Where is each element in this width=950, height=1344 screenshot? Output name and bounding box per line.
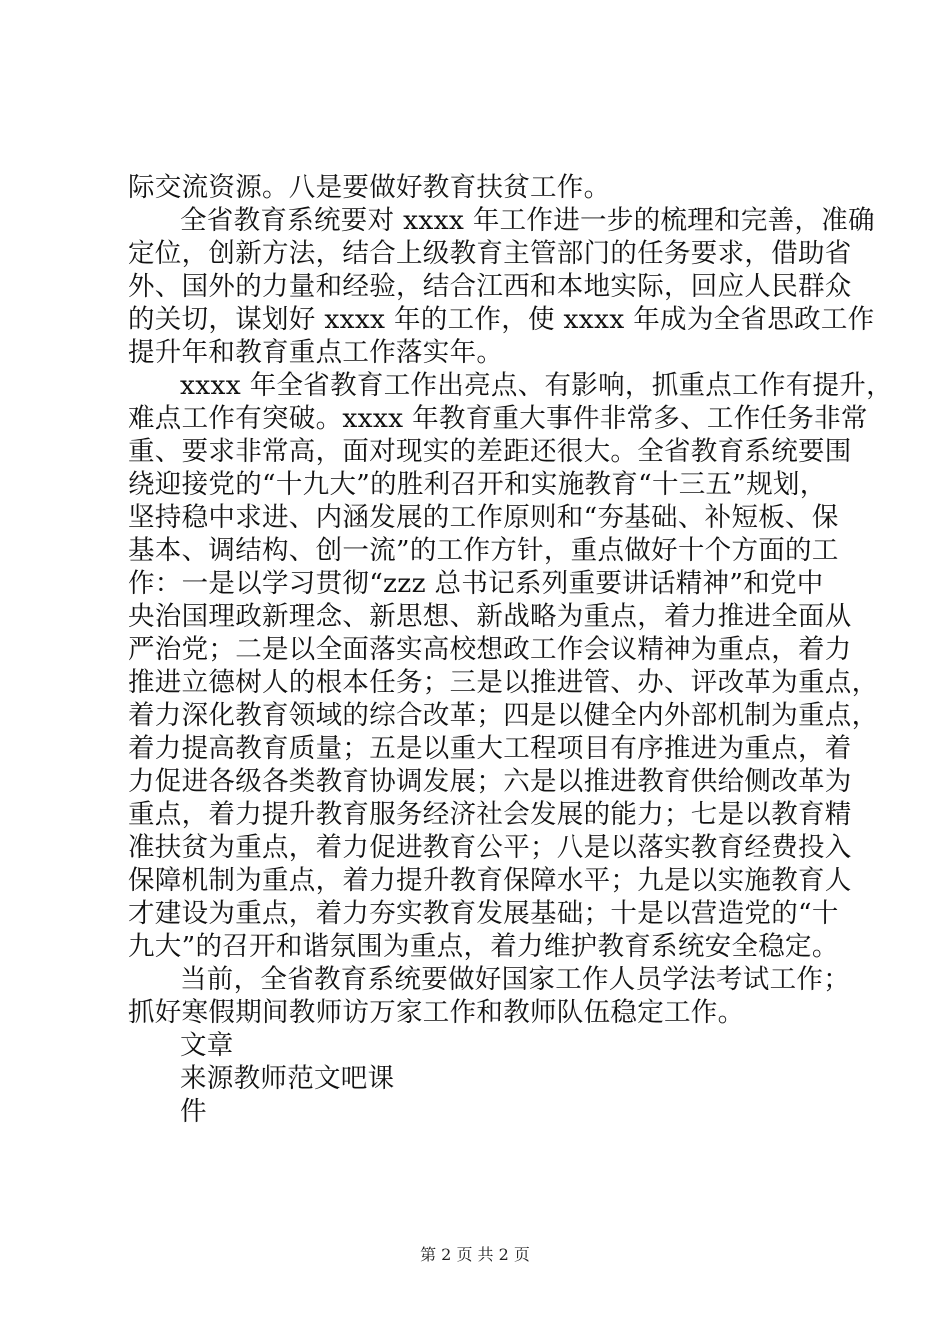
text-line: 才建设为重点，着力夯实教育发展基础；十是以营造党的“十 [128,898,839,929]
text-line: 推进立德树人的根本任务；三是以推进管、办、评改革为重点， [128,667,879,698]
document-body [128,171,893,1128]
text-line: 际交流资源。八是要做好教育扶贫工作。 [128,172,611,203]
text-line: 九大”的召开和谐氛围为重点，着力维护教育系统安全稳定。 [128,931,839,962]
text-line: 坚持稳中求进、内涵发展的工作原则和“夯基础、补短板、保 [128,502,839,533]
text-line: 提升年和教育重点工作落实年。 [128,337,504,368]
text-line: 保障机制为重点，着力提升教育保障水平；九是以实施教育人 [128,865,852,896]
text-line: 准扶贫为重点，着力促进教育公平；八是以落实教育经费投入 [128,832,852,863]
text-line: 重、要求非常高，面对现实的差距还很大。全省教育系统要围 [128,436,852,467]
text-line: 基本、调结构、创一流”的工作方针，重点做好十个方面的工 [128,535,839,566]
text-line: 严治党；二是以全面落实高校想政工作会议精神为重点，着力 [128,634,852,665]
text-line: 的关切，谋划好 xxxx 年的工作，使 xxxx 年成为全省思政工作 [128,304,875,335]
text-line: 外、国外的力量和经验，结合江西和本地实际，回应人民群众 [128,271,852,302]
text-line: 定位，创新方法，结合上级教育主管部门的任务要求，借助省 [128,238,852,269]
text-line: 抓好寒假期间教师访万家工作和教师队伍稳定工作。 [128,997,745,1028]
text-line: 文章 [180,1030,234,1061]
text-line: 央治国理政新理念、新思想、新战略为重点，着力推进全面从 [128,601,852,632]
text-line: 着力提高教育质量；五是以重大工程项目有序推进为重点，着 [128,733,852,764]
text-line: 来源教师范文吧课 [180,1063,395,1094]
text-line: 全省教育系统要对 xxxx 年工作进一步的梳理和完善，准确 [180,205,875,236]
text-line: 重点，着力提升教育服务经济社会发展的能力；七是以教育精 [128,799,852,830]
text-line: 难点工作有突破。xxxx 年教育重大事件非常多、工作任务非常 [128,403,868,434]
text-line: 作：一是以学习贯彻“zzz 总书记系列重要讲话精神”和党中 [128,568,824,599]
text-line: 当前，全省教育系统要做好国家工作人员学法考试工作； [180,964,850,995]
text-line: xxxx 年全省教育工作出亮点、有影响，抓重点工作有提升， [180,370,893,401]
text-line: 绕迎接党的“十九大”的胜利召开和实施教育“十三五”规划， [128,469,827,500]
page-footer: 第 2 页 共 2 页 [420,1245,530,1264]
text-line: 着力深化教育领域的综合改革；四是以健全内外部机制为重点， [128,700,879,731]
text-line: 件 [180,1096,207,1127]
text-line: 力促进各级各类教育协调发展；六是以推进教育供给侧改革为 [128,766,852,797]
